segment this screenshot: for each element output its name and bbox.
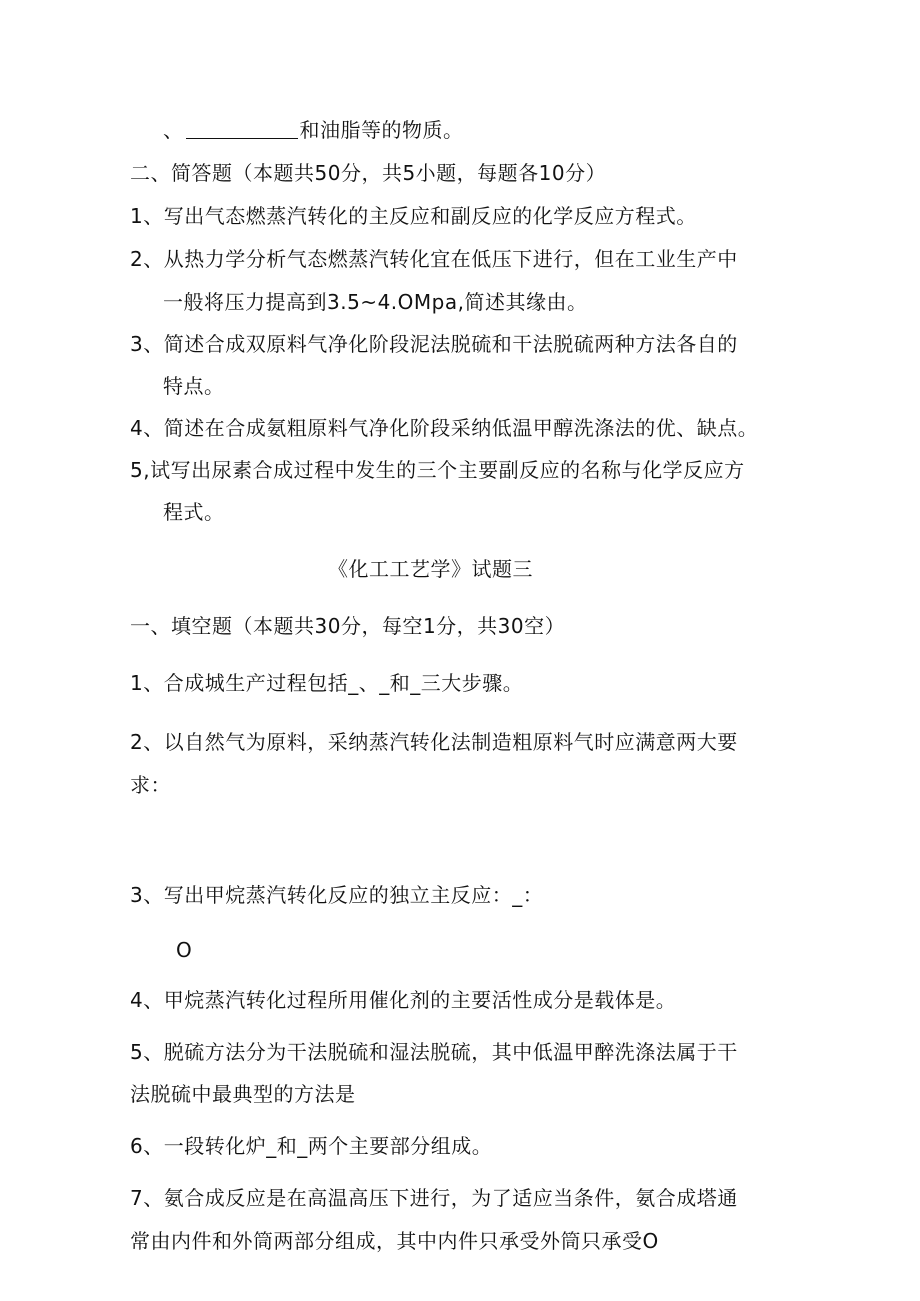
fill-in-q1: 1、合成城生产过程包括_、_和_三大步骤。	[130, 671, 524, 695]
fill-in-q7-line2: 常由内件和外筒两部分组成，其中内件只承受外筒只承受O	[130, 1229, 659, 1253]
short-answer-q3-line1: 3、简述合成双原料气净化阶段泥法脱硫和干法脱硫两种方法各自的	[130, 332, 738, 356]
previous-question-tail	[163, 117, 464, 143]
exam-title: 《化工工艺学》试题三	[328, 557, 533, 581]
answer-blank	[186, 120, 298, 139]
short-answer-q5-line1: 5,试写出尿素合成过程中发生的三个主要副反应的名称与化学反应方	[130, 458, 745, 482]
tail-suffix: 和油脂等的物质。	[299, 118, 464, 142]
fill-in-q4: 4、甲烷蒸汽转化过程所用催化剂的主要活性成分是载体是。	[130, 988, 677, 1012]
tail-prefix: 、	[163, 118, 184, 142]
fill-in-q6: 6、一段转化炉_和_两个主要部分组成。	[130, 1134, 493, 1158]
fill-in-q5-line1: 5、脱硫方法分为干法脱硫和湿法脱硫，其中低温甲醉洗涤法属于干	[130, 1040, 738, 1064]
short-answer-heading: 二、简答题（本题共50分，共5小题，每题各10分）	[130, 161, 607, 185]
fill-in-heading: 一、填空题（本题共30分，每空1分，共30空）	[130, 614, 566, 638]
fill-in-q5-line2: 法脱硫中最典型的方法是	[130, 1082, 356, 1106]
fill-in-q2-line1: 2、以自然气为原料，采纳蒸汽转化法制造粗原料气时应满意两大要	[130, 730, 738, 754]
short-answer-q4: 4、简述在合成氨粗原料气净化阶段采纳低温甲醇洗涤法的优、缺点。	[130, 416, 759, 440]
fill-in-q3-line2: O	[176, 938, 193, 962]
fill-in-q7-line1: 7、氨合成反应是在高温高压下进行，为了适应当条件，氨合成塔通	[130, 1186, 738, 1210]
short-answer-q1: 1、写出气态燃蒸汽转化的主反应和副反应的化学反应方程式。	[130, 204, 697, 228]
fill-in-q2-line2: 求：	[130, 773, 171, 797]
fill-in-q3-line1: 3、写出甲烷蒸汽转化反应的独立主反应：_：	[130, 883, 544, 907]
short-answer-q5-line2: 程式。	[163, 500, 225, 524]
short-answer-q2-line1: 2、从热力学分析气态燃蒸汽转化宜在低压下进行，但在工业生产中	[130, 247, 738, 271]
short-answer-q3-line2: 特点。	[163, 374, 225, 398]
short-answer-q2-line2: 一般将压力提高到3.5~4.OMpa,简述其缘由。	[163, 290, 588, 314]
